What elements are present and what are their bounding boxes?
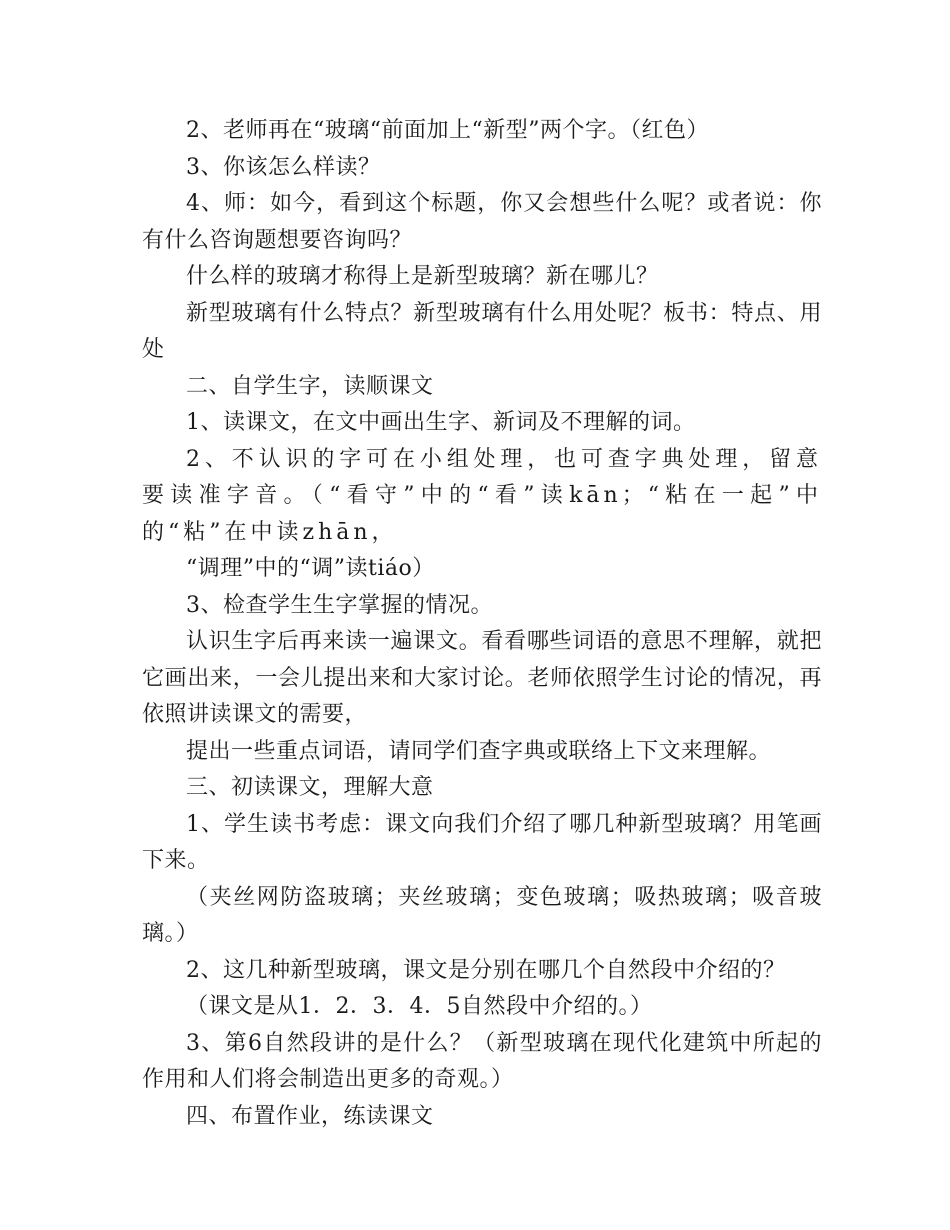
paragraph: 2、不认识的字可在小组处理，也可查字典处理，留意要读准字音。（“看守”中的“看”读kān；“粘在一起”中的“粘”在中读zhān， [142, 446, 822, 545]
paragraph: 新型玻璃有什么特点？新型玻璃有什么用处呢？板书：特点、用处 [142, 300, 822, 362]
paragraph: 2、这几种新型玻璃，课文是分别在哪几个自然段中介绍的？ [186, 957, 786, 983]
paragraph: 提出一些重点词语，请同学们查字典或联络上下文来理解。 [186, 738, 772, 764]
paragraph: （夹丝网防盗玻璃；夹丝玻璃；变色玻璃；吸热玻璃；吸音玻璃。） [142, 884, 822, 946]
paragraph: “调理”中的“调”读tiáo） [186, 556, 435, 581]
paragraph: 1、学生读书考虑：课文向我们介绍了哪几种新型玻璃？用笔画下来。 [142, 811, 822, 873]
paragraph: 4、师：如今，看到这个标题，你又会想些什么呢？或者说：你有什么咨询题想要咨询吗？ [142, 191, 822, 253]
paragraph: 认识生字后再来读一遍课文。看看哪些词语的意思不理解，就把它画出来，一会儿提出来和大家讨论。老师依照学生讨论的情况，再依照讲读课文的需要， [142, 629, 822, 727]
paragraph: 2、老师再在“玻璃“前面加上“新型”两个字。（红色） [186, 118, 709, 143]
paragraph: （课文是从1．2．3．4．5自然段中介绍的。） [186, 994, 653, 1019]
paragraph: 3、第6自然段讲的是什么？（新型玻璃在现代化建筑中所起的作用和人们将会制造出更多的奇观。） [142, 1030, 822, 1092]
section-heading: 三、初读课文，理解大意 [186, 775, 434, 800]
paragraph: 3、检查学生生字掌握的情况。 [186, 592, 493, 618]
paragraph: 3、你该怎么样读？ [186, 154, 381, 180]
section-heading: 四、布置作业，练读课文 [186, 1103, 434, 1129]
section-heading: 二、自学生字，读顺课文 [186, 373, 434, 399]
paragraph: 1、读课文，在文中画出生字、新词及不理解的词。 [186, 410, 696, 435]
paragraph: 什么样的玻璃才称得上是新型玻璃？新在哪儿？ [186, 264, 659, 289]
document-body [142, 113, 822, 1135]
